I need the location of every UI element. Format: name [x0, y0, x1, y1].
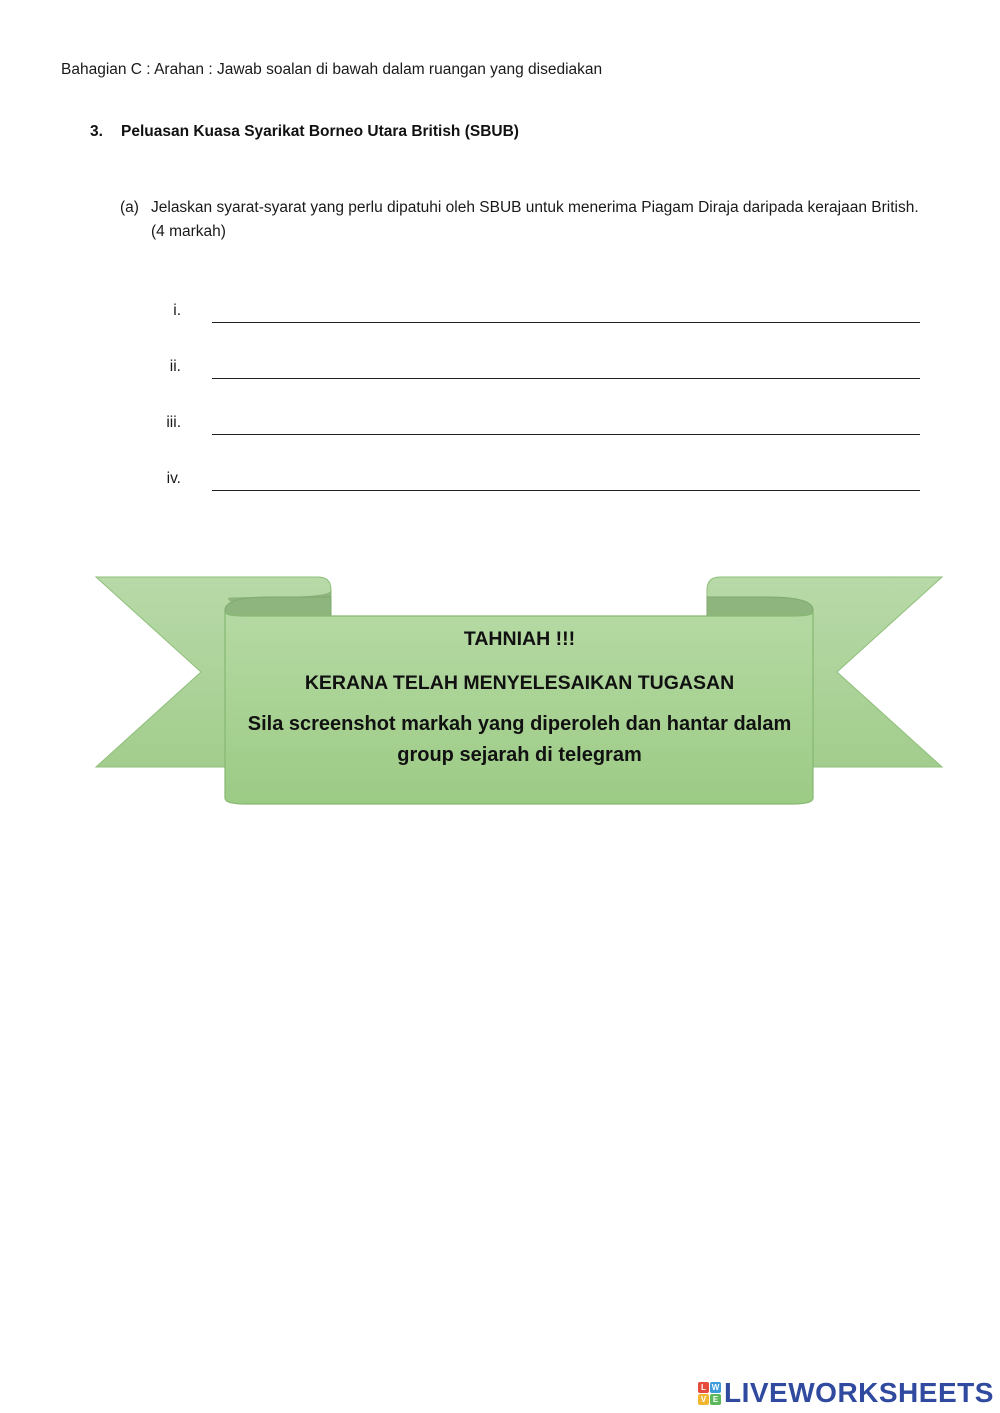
answer-label: iv. [166, 470, 181, 487]
liveworksheets-logo[interactable] [698, 1377, 994, 1409]
banner-subtitle: KERANA TELAH MENYELESAIKAN TUGASAN [304, 672, 735, 694]
sub-question [120, 196, 930, 244]
congratulations-banner [0, 560, 1000, 820]
answer-input-4[interactable] [212, 468, 920, 492]
sub-question-label: (a) [120, 199, 139, 216]
question-title: Peluasan Kuasa Syarikat Borneo Utara British (SBUB) [121, 123, 519, 140]
section-instruction: Bahagian C : Arahan : Jawab soalan di bawah dalam ruangan yang disediakan [61, 61, 603, 78]
answer-row-4 [150, 470, 920, 494]
answer-row-2 [150, 358, 920, 382]
logo-tile: E [710, 1394, 721, 1405]
answer-label: i. [173, 302, 181, 319]
sub-question-text: Jelaskan syarat-syarat yang perlu dipatuhi oleh SBUB untuk menerima Piagam Diraja daripada kerajaan British. (4 markah) [151, 199, 919, 240]
answer-input-2[interactable] [212, 356, 920, 380]
answer-row-3 [150, 414, 920, 438]
logo-tile: L [698, 1382, 709, 1393]
answer-row-1 [150, 302, 920, 326]
banner-text [228, 620, 811, 771]
banner-message: Sila screenshot markah yang diperoleh dan hantar dalam group sejarah di telegram [247, 713, 792, 766]
logo-tile: V [698, 1394, 709, 1405]
banner-title: TAHNIAH !!! [463, 628, 576, 650]
logo-tile: W [711, 1382, 720, 1392]
brand-wordmark: LIVEWORKSHEETS [724, 1377, 994, 1408]
answer-label: iii. [166, 414, 181, 431]
question-number: 3. [90, 123, 103, 140]
answer-input-1[interactable] [212, 300, 920, 324]
answer-input-3[interactable] [212, 412, 920, 436]
logo-icon [698, 1382, 721, 1405]
question-heading [90, 123, 519, 141]
answer-label: ii. [169, 358, 181, 375]
